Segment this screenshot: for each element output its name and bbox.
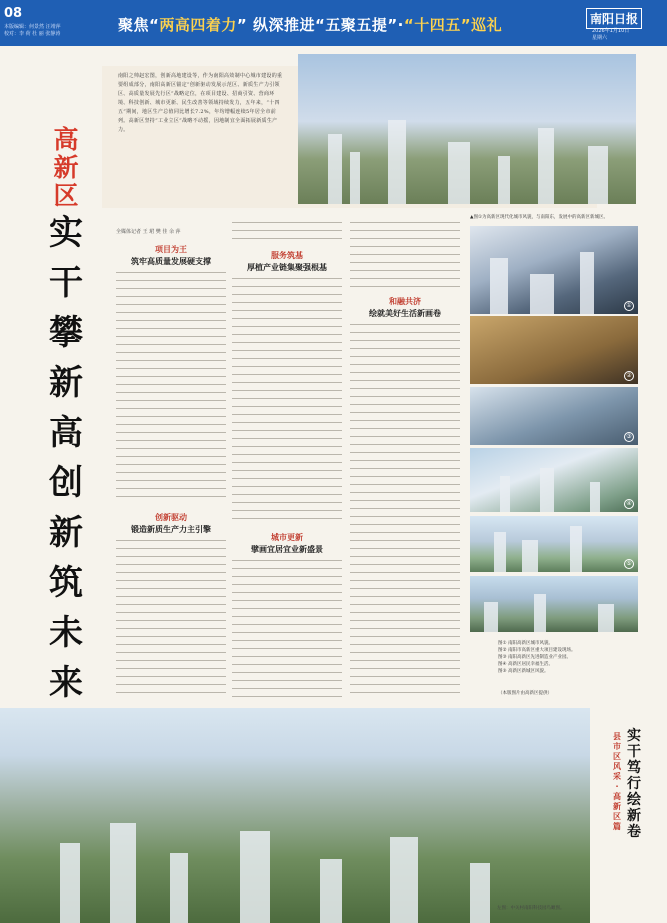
title-district: 高新区 [53, 125, 79, 210]
caption-line: 图② 南阳市高新区重大项目建设现场。 [498, 648, 576, 653]
photo-2 [470, 316, 638, 384]
caption-line: 图③ 南阳高新区先进制造业产业园。 [498, 655, 571, 660]
photo-number: ① [624, 301, 634, 311]
headline-part: ” 纵深推进“五聚五提”· [236, 16, 404, 34]
banner-photo [298, 54, 636, 204]
photo-5 [470, 516, 638, 572]
newspaper-logo: 南阳日报 [586, 8, 642, 29]
section-subtitle: 厚植产业链集聚强根基 [247, 262, 327, 272]
article-text-block [116, 272, 226, 504]
photo-6 [470, 576, 638, 632]
page-number: 08 [4, 6, 23, 21]
section-title: 创新驱动 [155, 513, 187, 522]
caption-line: 图④ 高新区居民幸福生活。 [498, 662, 553, 667]
photo-captions [498, 640, 638, 675]
photo-number: ④ [624, 499, 634, 509]
photo-caption: ▲图①为高新区现代化城市风貌，与南阳东，发展中的高新区新城区。 [470, 215, 608, 220]
series-title-sub: 县市区风采·高新区篇 [613, 732, 621, 831]
section-subtitle: 绘就美好生活新画卷 [369, 308, 441, 318]
section-title: 和融共济 [389, 297, 421, 306]
series-title-main: 实干笃行绘新卷 [627, 728, 641, 840]
article-text-block [350, 324, 460, 700]
article-text-block [232, 222, 342, 244]
article-text-block [116, 540, 226, 700]
section-subtitle: 筑牢高质量发展硬支撑 [131, 256, 211, 266]
date-line: 2026年1月10日 [592, 28, 630, 34]
article-text-block [232, 560, 342, 700]
section-title: 项目为王 [155, 245, 187, 254]
issue-date [592, 28, 629, 42]
headline-tail: “十四五”巡礼 [403, 16, 503, 34]
photo-number: ⑤ [624, 559, 634, 569]
photo-credit: （本版图片由高新区提供） [498, 691, 552, 696]
section-title: 服务筑基 [271, 251, 303, 260]
page-headline [118, 14, 518, 35]
photo-3 [470, 387, 638, 445]
headline-part: 聚焦“ [118, 16, 160, 34]
caption-line: 图① 南阳高新区城市风貌。 [498, 641, 553, 646]
section-subtitle: 锻造新质生产力主引擎 [131, 524, 211, 534]
byline: 全媒体记者 王 珺 樊 佳 余 萍 [116, 229, 181, 235]
date-line: 星期六 [592, 35, 608, 41]
headline-highlight: 两高四着力 [159, 16, 237, 34]
aerial-photo [0, 708, 590, 923]
section-subtitle: 擘画宜居宜业新盛景 [251, 544, 323, 554]
photo-1 [470, 226, 638, 314]
photo-number: ③ [624, 432, 634, 442]
photo-4 [470, 448, 638, 512]
intro-text: 南阳之帅赵宏图，创新高地建设等，作为南阳高效制中心城市建设的重要组成部分，南阳高新区锚定“创新驱动发展示范区、新质生产力引领区、高质量发展先行区”战略定位，在项目建设、招商引资、营商环境、科技创新、城市更新、民生改善等领域持续发力，五年来，“十四五”期间，地区生产总值同比增长7.2%，年均增幅连续5年居全市前列。高新区坚持“工业立区”战略不动摇，因地制宜全面拓展新质生产力。 [118, 73, 283, 133]
aerial-photo-caption: 左图：中关村南阳科技园鸟瞰图。 [497, 906, 565, 911]
edition-info [4, 24, 61, 38]
photo-number: ② [624, 371, 634, 381]
section-title: 城市更新 [271, 533, 303, 542]
title-main: 实干攀新高创新筑未来 [49, 213, 83, 703]
edition-line: 校对：李 荷 杜 丽 张静涛 [4, 31, 61, 37]
article-text-block [232, 278, 342, 522]
article-text-block [350, 222, 460, 288]
caption-line: 图⑤ 高新区新城区风貌。 [498, 669, 549, 674]
edition-line: 本版编辑：何景然 汪靖萍 [4, 24, 61, 30]
